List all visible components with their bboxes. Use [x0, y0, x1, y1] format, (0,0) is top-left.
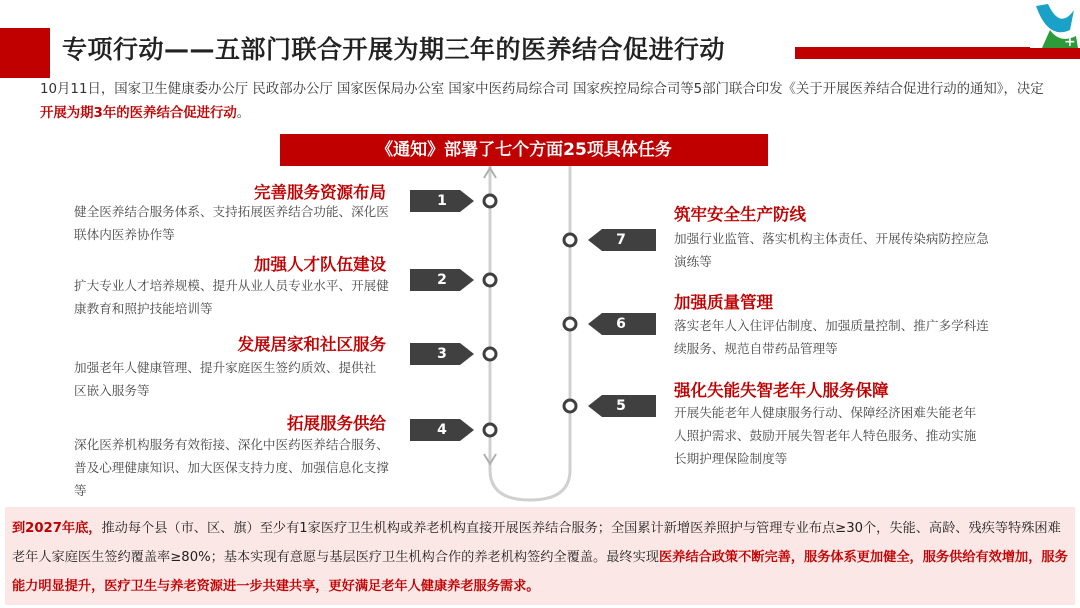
task-7-desc: 加强行业监管、落实机构主体责任、开展传染病防控应急演练等 [674, 231, 989, 269]
task-1-desc: 健全医养结合服务体系、支持拓展医养结合功能、深化医联体内医养协作等 [74, 204, 389, 242]
task-3-title: 发展居家和社区服务 [237, 335, 386, 354]
intro-end: 。 [236, 106, 251, 121]
step-number: 6 [616, 316, 626, 332]
task-2-desc: 扩大专业人才培养规模、提升从业人员专业水平、开展健康教育和照护技能培训等 [74, 278, 389, 316]
tasks-banner: 《通知》部署了七个方面25项具体任务 [280, 134, 768, 166]
summary-lead: 到2027年底， [12, 521, 102, 536]
step-number: 7 [616, 232, 626, 248]
step-number: 3 [437, 346, 447, 362]
summary-text [12, 514, 1070, 601]
step-number: 4 [437, 422, 447, 438]
summary-conclusion: 医养结合政策不断完善，服务体系更加健全，服务供给有效增加，服务能力明显提升，医疗卫生与养老资源进一步共建共享，更好满足老年人健康养老服务需求。 [12, 550, 1068, 594]
summary-body: 推动每个县（市、区、旗）至少有1家医疗卫生机构或养老机构直接开展医养结合服务；全国累计新增医养照护与管理专业布点≥30个，失能、高龄、残疾等特殊困难老年人家庭医生签约覆盖率≥80%；基本实现有意愿与基层医疗卫生机构合作的养老机构签约全覆盖。最终实现 [12, 521, 1061, 565]
task-4-desc: 深化医养机构服务有效衔接、深化中医药医养结合服务、普及心理健康知识、加大医保支持力度、加强信息化支撑等 [74, 437, 389, 498]
step-number: 5 [616, 398, 626, 414]
task-6-desc: 落实老年人入住评估制度、加强质量控制、推广多学科连续服务、规范自带药品管理等 [674, 318, 989, 356]
svg-text:+: + [1064, 34, 1076, 48]
task-7-title: 筑牢安全生产防线 [674, 205, 806, 224]
step-number: 2 [437, 272, 447, 288]
flow-line [490, 150, 570, 500]
task-5-desc: 开展失能老年人健康服务行动、保障经济困难失能老年人照护需求、鼓励开展失智老年人特色服务、推动实施长期护理保险制度等 [674, 405, 977, 466]
task-3-desc: 加强老年人健康管理、提升家庭医生签约质效、提供社区嵌入服务等 [74, 360, 377, 398]
task-5-title: 强化失能失智老年人服务保障 [674, 381, 889, 400]
intro-highlight: 开展为期3年的医养结合促进行动 [40, 106, 237, 121]
step-number: 1 [437, 193, 447, 209]
intro-text: 10月11日，国家卫生健康委办公厅 民政部办公厅 国家医保局办公室 国家中医药局综合司 国家疾控局综合司等5部门联合印发《关于开展医养结合促进行动的通知》，决定 [40, 82, 1044, 97]
task-2-title: 加强人才队伍建设 [254, 255, 386, 274]
task-4-title: 拓展服务供给 [287, 414, 386, 433]
task-6-title: 加强质量管理 [674, 293, 773, 312]
page-title: 专项行动——五部门联合开展为期三年的医养结合促进行动 [62, 35, 726, 64]
task-1-title: 完善服务资源布局 [254, 183, 386, 202]
